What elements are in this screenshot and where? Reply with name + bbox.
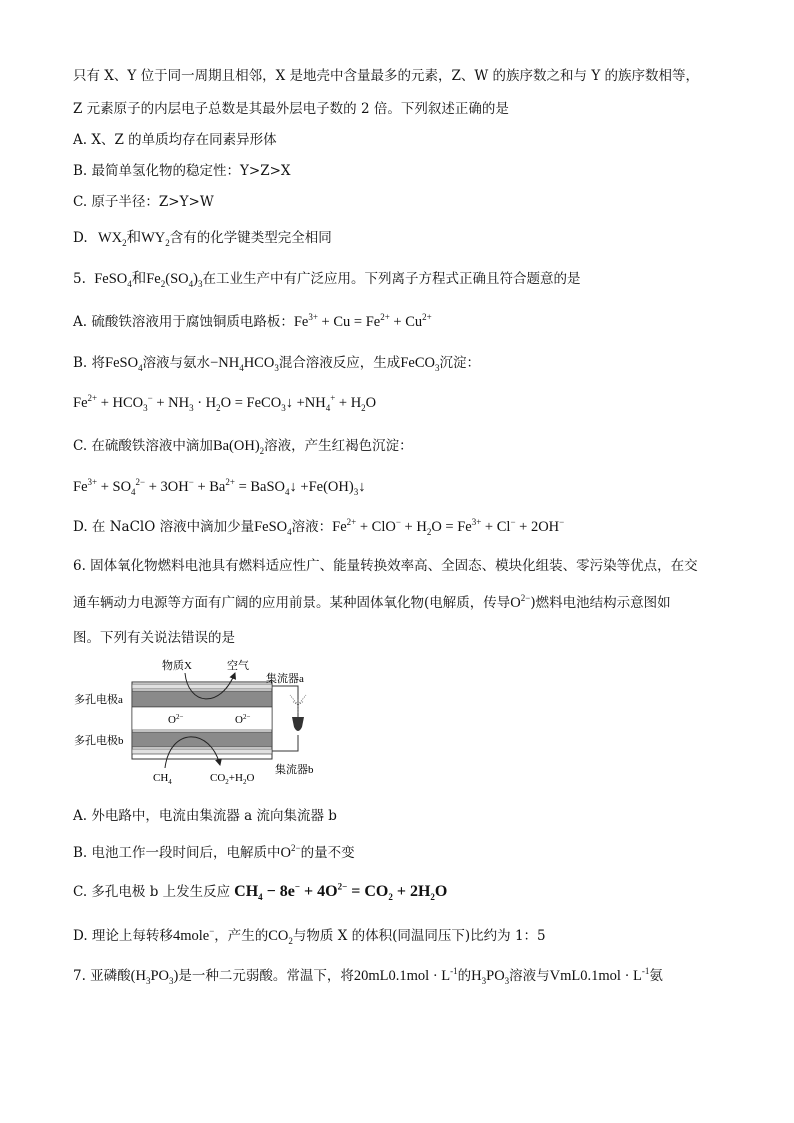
- label-o2-right: $O^{2-}$: [235, 713, 251, 726]
- q5-option-b: B. 将FeSO$_4$溶液与氨水$-NH_4HCO_3$混合溶液反应，生成FeCO$_3$沉淀：: [73, 355, 480, 373]
- q6-stem-line3: 图。下列有关说法错误的是: [73, 630, 235, 646]
- collector-b: [132, 749, 272, 754]
- label-electrode-a: 多孔电极a: [74, 694, 123, 706]
- q5-option-c-equation: $Fe^{3+} + SO_4^{2-} + 3OH^- + Ba^{2+}$ = BaSO$_4$↓ $+Fe(OH)_3↓$: [73, 477, 366, 497]
- porous-electrode-a: [132, 691, 272, 707]
- q4-stem-line2: Z 元素原子的内层电子总数是其最外层电子数的 2 倍。下列叙述正确的是: [73, 101, 509, 117]
- electrolyte-layer: [132, 707, 272, 730]
- label-ch4: $CH_4$: [153, 772, 172, 786]
- q5-option-a: A. 硫酸铁溶液用于腐蚀铜质电路板：$Fe^{3+} + Cu = Fe^{2+} + Cu^{2+}$: [73, 312, 432, 330]
- q5-option-c: C. 在硫酸铁溶液中滴加$Ba(OH)_2$溶液，产生红褐色沉淀：: [73, 438, 413, 456]
- q5-option-d: D. 在 NaClO 溶液中滴加少量FeSO$_4$溶液：$Fe^{2+} + ClO^- + H_2O = Fe^{3+} + Cl^- + 2OH^-$: [73, 517, 565, 537]
- q6-stem-line2: 通车辆动力电源等方面有广阔的应用前景。某种固体氧化物(电解质，传导$O^{2-}$)燃料电池结构示意图如: [73, 593, 671, 611]
- label-collector-b: 集流器b: [275, 764, 314, 776]
- label-co2-h2o: $CO_2+H_2O$: [210, 772, 255, 786]
- q4-option-a: A. X、Z 的单质均存在同素异形体: [73, 132, 277, 148]
- q4-option-d: D. $WX_2$和$WY_2$含有的化学键类型完全相同: [73, 230, 332, 248]
- collector-a: [132, 684, 272, 689]
- fuel-cell-diagram: [70, 655, 360, 795]
- q5-stem: 5. FeSO$_4$和$Fe_2(SO_4)_3$在工业生产中有广泛应用。下列离子方程式正确且符合题意的是: [73, 271, 581, 289]
- external-wire-bottom: [272, 735, 298, 751]
- q7-stem: 7. 亚磷酸$(H_3PO_3)$是一种二元弱酸。常温下，将$20mL0.1mol \cdot L^{-1}$的$H_3PO_3$溶液与$VmL0.1mol \cdot L^{-1}$氨: [73, 966, 663, 986]
- q4-option-c: C. 原子半径：Z>Y>W: [73, 194, 214, 210]
- external-wire: [272, 686, 298, 717]
- label-electrode-b: 多孔电极b: [74, 735, 124, 747]
- q6-option-a: A. 外电路中，电流由集流器 a 流向集流器 b: [73, 808, 337, 824]
- label-air: 空气: [227, 660, 249, 672]
- q4-option-b: B. 最简单氢化物的稳定性：Y>Z>X: [73, 163, 291, 179]
- q5-option-b-equation: $Fe^{2+} + HCO_3^- + NH_3 \cdot H_2O$ = FeCO$_3$↓ $+NH_4^+ + H_2O$: [73, 393, 377, 413]
- q6-option-c: C. 多孔电极 b 上发生反应 $CH_4 - 8e^- + 4O^{2-} = CO_2 + 2H_2O$: [73, 881, 448, 903]
- q6-stem-line1: 6. 固体氧化物燃料电池具有燃料适应性广、能量转换效率高、全固态、模块化组装、零污染等优点，在交: [73, 558, 698, 574]
- label-collector-a: 集流器a: [266, 673, 304, 685]
- light-bulb-icon: [290, 695, 306, 731]
- q6-option-d: D. 理论上每转移4mole−，产生的$CO_2$与物质 X 的体积(同温同压下)比约为 1：5: [73, 926, 546, 946]
- label-o2-left: $O^{2-}$: [168, 713, 184, 726]
- q4-stem-line1: 只有 X、Y 位于同一周期且相邻，X 是地壳中含量最多的元素，Z、W 的族序数之和与 Y 的族序数相等，: [73, 68, 700, 84]
- label-substance-x: 物质X: [162, 660, 192, 672]
- q6-option-b: B. 电池工作一段时间后，电解质中$O^{2-}$的量不变: [73, 843, 355, 861]
